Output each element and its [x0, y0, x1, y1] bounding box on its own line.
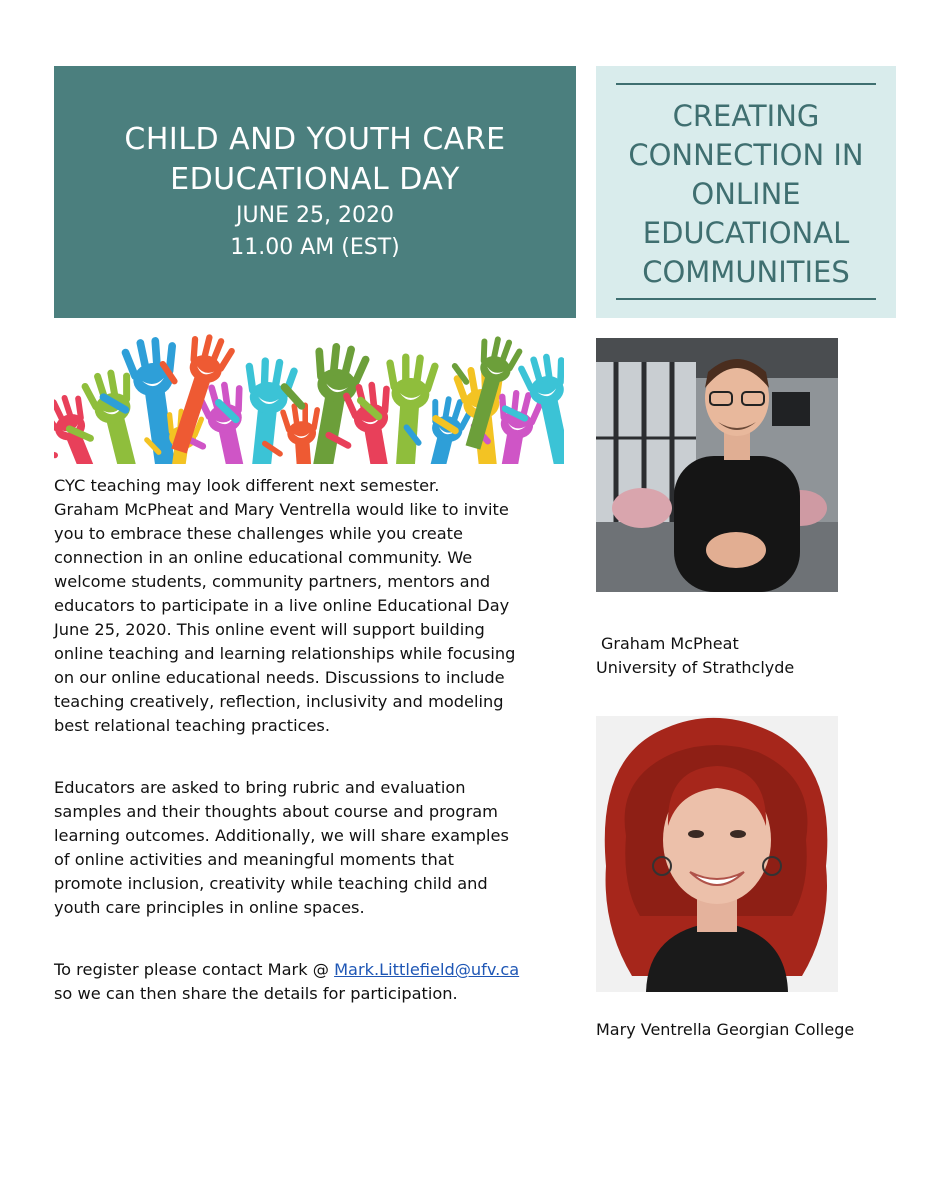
educators-line: Educators are asked to bring rubric and evaluation: [54, 778, 466, 797]
event-title-line2: EDUCATIONAL DAY: [170, 162, 460, 197]
event-time: 11.00 AM (EST): [230, 235, 400, 260]
theme-rule-bottom: [616, 298, 876, 300]
theme-box: [596, 66, 896, 318]
event-banner: [54, 66, 576, 318]
theme-heading-line: CREATING: [672, 99, 820, 133]
theme-heading: [606, 97, 886, 292]
register-prefix: To register please contact Mark @: [54, 960, 335, 979]
intro-line: welcome students, community partners, mentors and: [54, 572, 491, 591]
event-date: JUNE 25, 2020: [236, 203, 394, 228]
event-title-line1: CHILD AND YOUTH CARE: [124, 122, 506, 157]
speaker1-caption: [596, 632, 794, 680]
theme-heading-line: COMMUNITIES: [642, 255, 850, 289]
register-email-link[interactable]: Mark.Littlefield@ufv.ca: [334, 960, 520, 979]
intro-line: connection in an online educational community. We: [54, 548, 473, 567]
educators-paragraph: [54, 776, 566, 920]
educators-line: samples and their thoughts about course and program: [54, 802, 498, 821]
intro-line: Graham McPheat and Mary Ventrella would like to invite: [54, 500, 509, 519]
intro-line: best relational teaching practices.: [54, 716, 331, 735]
speaker1-affiliation: University of Strathclyde: [596, 658, 795, 677]
intro-line: June 25, 2020. This online event will support building: [54, 620, 485, 639]
educators-line: of online activities and meaningful moments that: [54, 850, 454, 869]
intro-line: online teaching and learning relationships while focusing: [54, 644, 516, 663]
theme-heading-line: EDUCATIONAL: [642, 216, 850, 250]
theme-heading-line: ONLINE: [691, 177, 801, 211]
intro-line: you to embrace these challenges while you create: [54, 524, 463, 543]
educators-line: learning outcomes. Additionally, we will share examples: [54, 826, 509, 845]
intro-paragraph: [54, 474, 566, 738]
educators-line: youth care principles in online spaces.: [54, 898, 365, 917]
intro-line: teaching creatively, reflection, inclusivity and modeling: [54, 692, 504, 711]
educators-line: promote inclusion, creativity while teaching child and: [54, 874, 488, 893]
theme-heading-line: CONNECTION IN: [628, 138, 864, 172]
intro-line: on our online educational needs. Discussions to include: [54, 668, 505, 687]
speaker2-caption: Mary Ventrella Georgian College: [596, 1020, 855, 1039]
speaker2-photo: [596, 716, 838, 992]
intro-line: CYC teaching may look different next semester.: [54, 476, 440, 495]
intro-line: educators to participate in a live online Educational Day: [54, 596, 510, 615]
register-paragraph: [54, 958, 566, 1006]
theme-rule-top: [616, 83, 876, 85]
register-line2: so we can then share the details for participation.: [54, 984, 458, 1003]
speaker1-photo: [596, 338, 838, 592]
raised-hands-illustration: [54, 334, 564, 464]
speaker1-name: Graham McPheat: [601, 634, 739, 653]
